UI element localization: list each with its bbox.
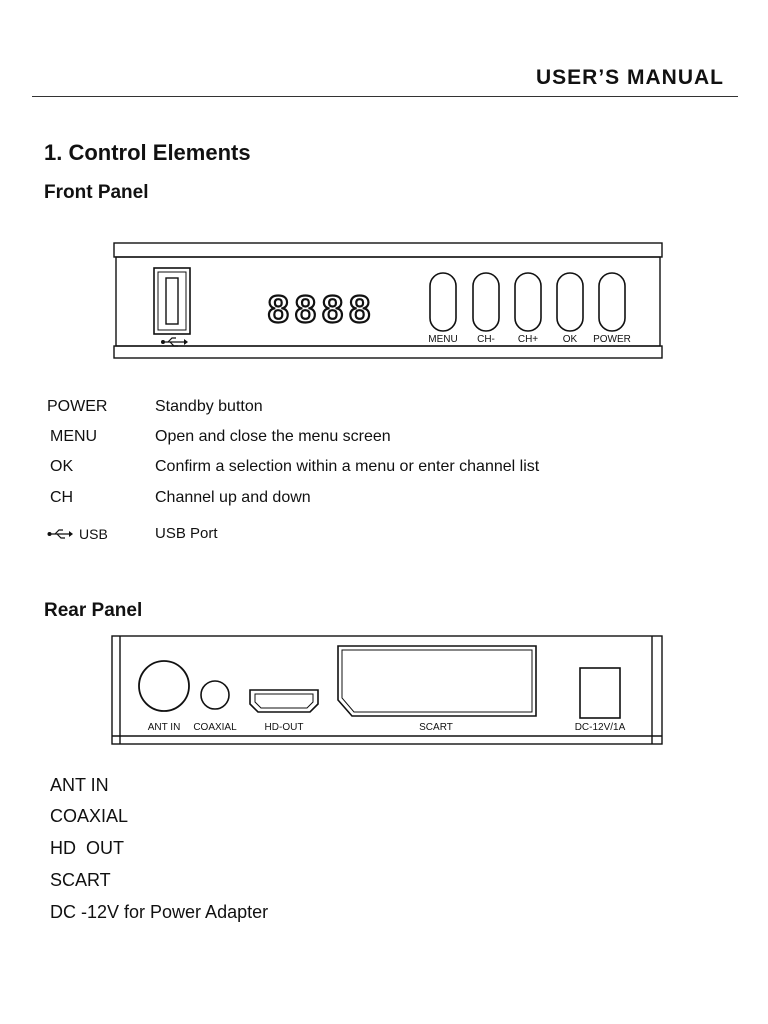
ok-button-shape: [557, 273, 583, 331]
ch-plus-button-shape: [515, 273, 541, 331]
front-top-edge: [114, 243, 662, 257]
front-panel-heading: Front Panel: [44, 182, 149, 203]
legend-key: POWER: [47, 398, 108, 415]
coaxial-label: COAXIAL: [193, 722, 237, 733]
led-display: 8888: [267, 289, 377, 331]
ch-minus-button-shape: [473, 273, 499, 331]
ch-plus-button-label: CH+: [517, 334, 539, 345]
legend-row-usb: [47, 525, 218, 542]
power-button-label: POWER: [593, 334, 631, 345]
legend-key: MENU: [50, 428, 98, 445]
rear-port-item-hd-out: HD OUT: [50, 838, 124, 858]
menu-button-shape: [430, 273, 456, 331]
power-button-shape: [599, 273, 625, 331]
ant-in-label: ANT IN: [147, 722, 181, 733]
rear-port-item-coaxial: COAXIAL: [50, 806, 129, 826]
section-title: 1. Control Elements: [44, 140, 251, 165]
hd-out-label: HD-OUT: [264, 722, 304, 733]
legend-row-power: [47, 398, 263, 416]
legend-desc: USB Port: [155, 525, 218, 542]
legend-key: USB: [79, 525, 108, 542]
legend-row-menu: [50, 428, 391, 446]
hdmi-port: [250, 690, 318, 712]
ch-minus-button-label: CH-: [477, 334, 495, 345]
legend-key: CH: [50, 489, 74, 506]
usb-icon: [47, 528, 75, 540]
coaxial-port: [201, 681, 229, 709]
header-divider: [32, 96, 738, 97]
manual-title: USER’S MANUAL: [535, 66, 724, 89]
legend-desc: Open and close the menu screen: [155, 428, 391, 445]
front-bottom-edge: [114, 346, 662, 358]
rear-panel-heading: Rear Panel: [44, 600, 143, 621]
legend-desc: Confirm a selection within a menu or enter channel list: [155, 458, 540, 475]
front-usb-icon: [161, 338, 188, 346]
legend-row-ch: [50, 489, 311, 507]
usb-port-slot: [154, 268, 190, 334]
rear-panel-illustration: [108, 634, 666, 746]
rear-port-item-dc: DC -12V for Power Adapter: [50, 902, 269, 922]
ok-button-label: OK: [562, 334, 578, 345]
scart-port: [338, 646, 536, 716]
legend-desc: Channel up and down: [155, 489, 311, 506]
front-panel-illustration: [110, 238, 666, 362]
legend-desc: Standby button: [155, 398, 263, 415]
rear-port-item-scart: SCART: [50, 870, 111, 890]
ant-in-port: [139, 661, 189, 711]
legend-key: OK: [50, 458, 74, 475]
legend-row-ok: [50, 458, 539, 476]
scart-label: SCART: [419, 722, 453, 733]
dc-power-port: [580, 668, 620, 718]
rear-port-item-ant-in: ANT IN: [50, 775, 109, 795]
dc-label: DC-12V/1A: [574, 722, 626, 733]
menu-button-label: MENU: [428, 334, 458, 345]
